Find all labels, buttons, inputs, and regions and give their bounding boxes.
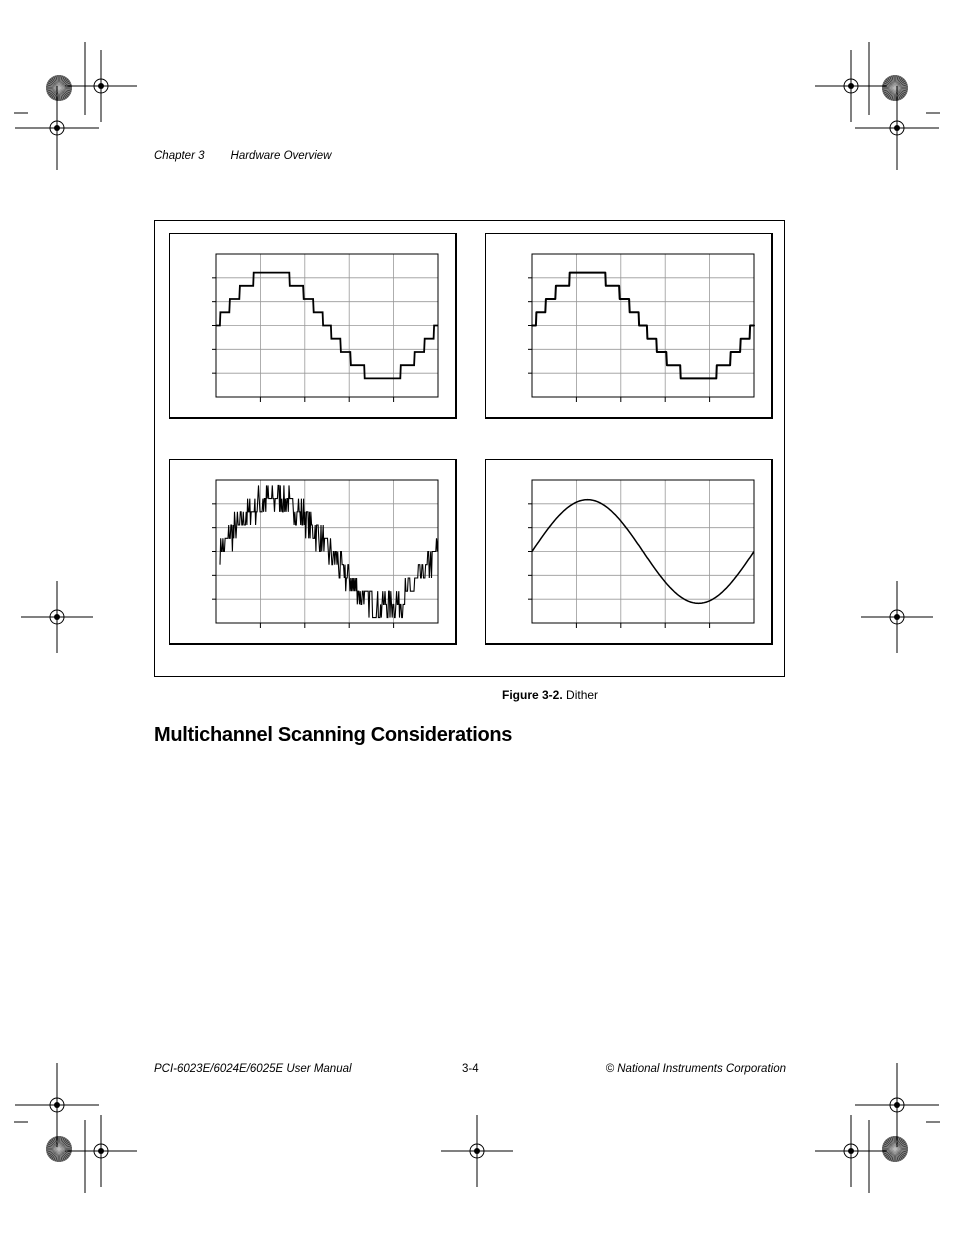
starburst-mark [46,75,72,101]
figure-label: Figure 3-2. [502,688,563,702]
plot-stepped-rounded [485,233,773,419]
registration-dot [54,614,60,620]
registration-dot [848,83,854,89]
registration-dot [894,614,900,620]
starburst-mark [882,1136,908,1162]
plot-smooth [485,459,773,645]
page-number: 3-4 [462,1063,479,1075]
copyright: © National Instruments Corporation [605,1063,786,1075]
figure-caption-text: Dither [566,688,599,702]
starburst-mark [882,75,908,101]
registration-dot [54,125,60,131]
running-header [154,150,332,162]
section-title: Hardware Overview [230,150,332,162]
dither-figure [154,220,785,677]
registration-dot [54,1102,60,1108]
registration-dot [894,1102,900,1108]
plot-noisy [169,459,457,645]
starburst-mark [46,1136,72,1162]
registration-dot [848,1148,854,1154]
section-heading: Multichannel Scanning Considerations [154,724,513,746]
chapter-label: Chapter 3 [154,150,205,162]
registration-dot [98,83,104,89]
manual-title: PCI-6023E/6024E/6025E User Manual [154,1063,352,1075]
plot-stepped [169,233,457,419]
registration-dot [98,1148,104,1154]
registration-dot [894,125,900,131]
figure-caption [502,688,598,702]
registration-dot [474,1148,480,1154]
